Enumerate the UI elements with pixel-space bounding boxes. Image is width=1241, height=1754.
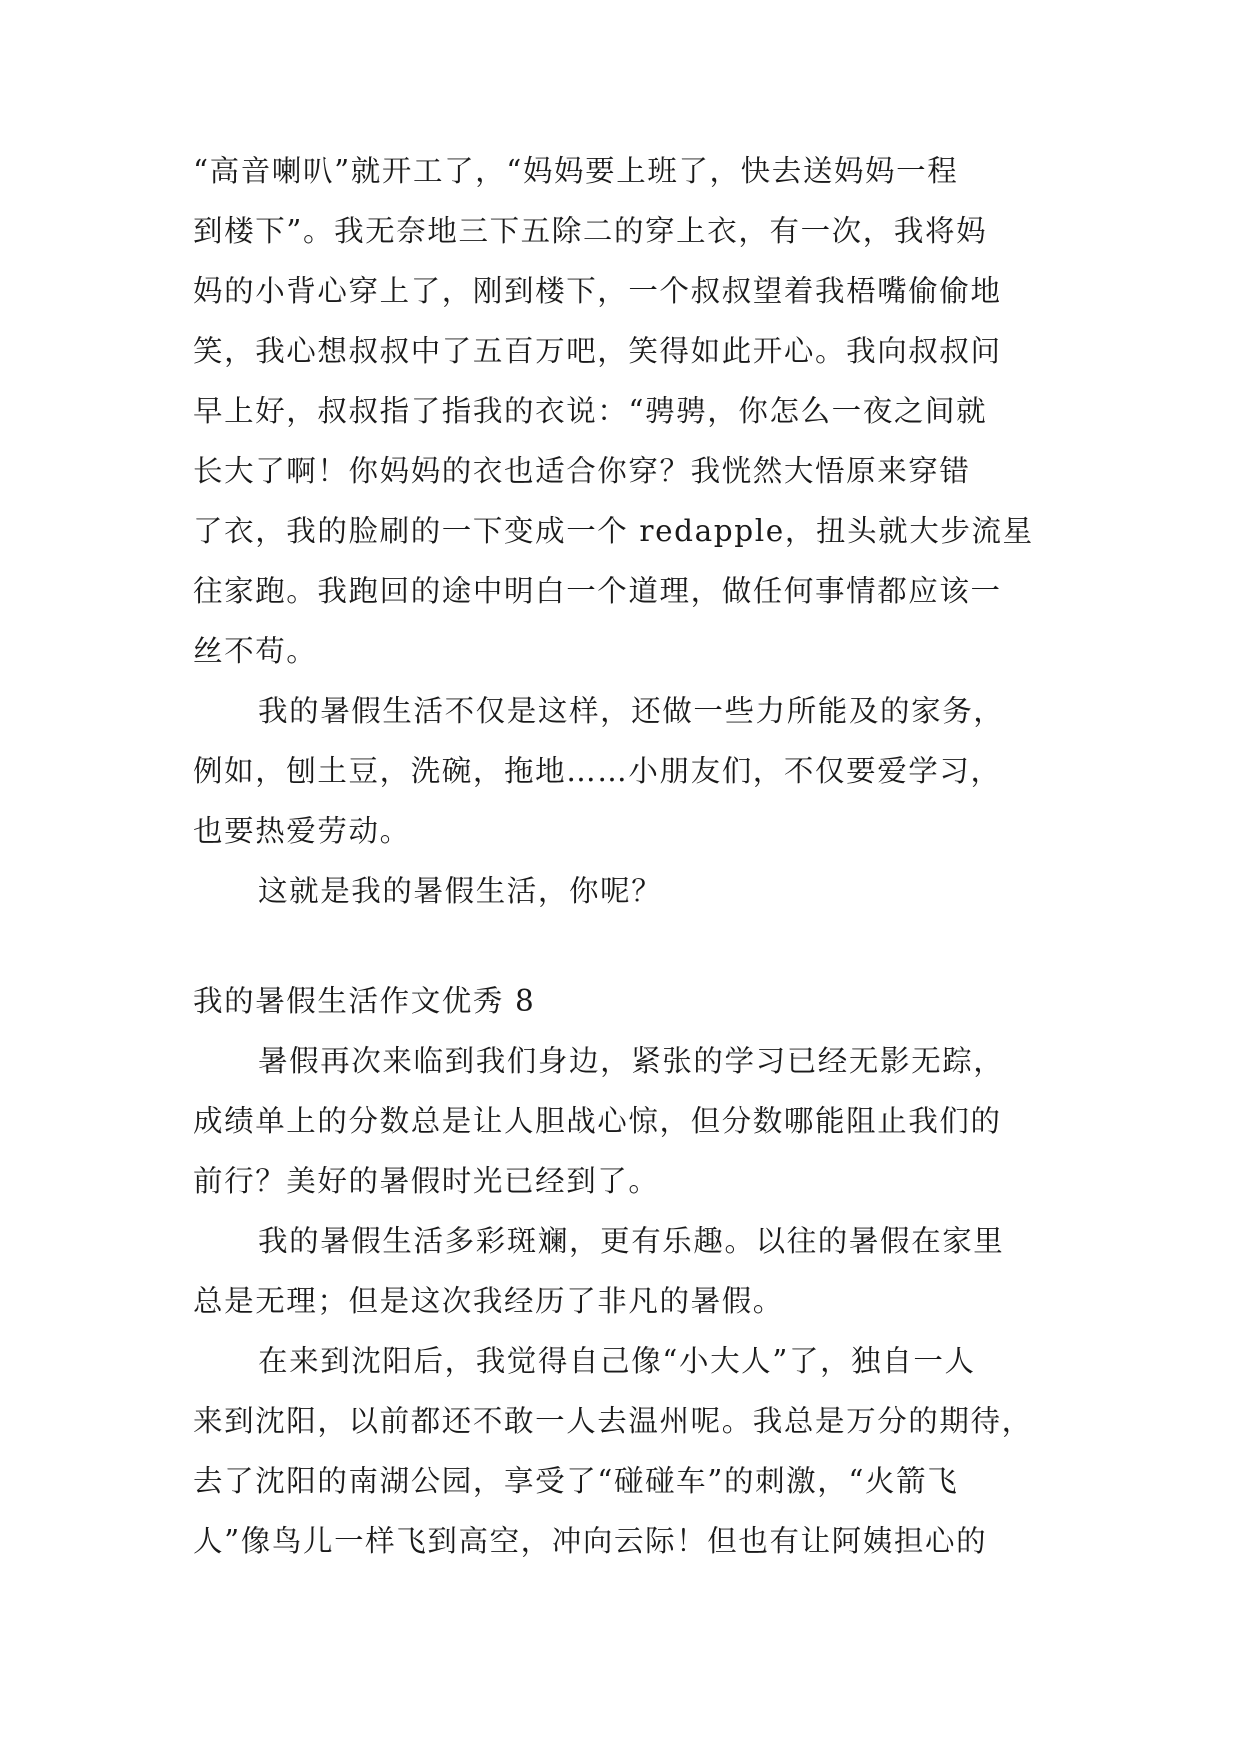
text-line: 丝不苟。 [193, 634, 318, 668]
text-line: 妈的小背心穿上了，刚到楼下，一个叔叔望着我梧嘴偷偷地 [193, 274, 1002, 308]
text-line: 前行？美好的暑假时光已经到了。 [193, 1164, 660, 1198]
text-line: 往家跑。我跑回的途中明白一个道理，做任何事情都应该一 [193, 574, 1002, 608]
text-line: “高音喇叭”就开工了，“妈妈要上班了，快去送妈妈一程 [193, 154, 959, 188]
text-line: 总是无理；但是这次我经历了非凡的暑假。 [193, 1284, 784, 1318]
paragraph-first-line: 这就是我的暑假生活，你呢？ [258, 874, 663, 908]
text-line: 例如，刨土豆，洗碗，拖地……小朋友们，不仅要爱学习， [193, 754, 1002, 788]
paragraph-first-line: 我的暑假生活不仅是这样，还做一些力所能及的家务， [258, 694, 1005, 728]
text-line: 早上好，叔叔指了指我的衣说：“骋骋，你怎么一夜之间就 [193, 394, 988, 428]
text-line: 到楼下”。我无奈地三下五除二的穿上衣，有一次，我将妈 [193, 214, 988, 248]
text-line: 笑，我心想叔叔中了五百万吧，笑得如此开心。我向叔叔问 [193, 334, 1002, 368]
text-line: 人”像鸟儿一样飞到高空，冲向云际！但也有让阿姨担心的 [193, 1524, 988, 1558]
text-line: 成绩单上的分数总是让人胆战心惊，但分数哪能阻止我们的 [193, 1104, 1002, 1138]
text-line: 也要热爱劳动。 [193, 814, 411, 848]
text-line: 长大了啊！你妈妈的衣也适合你穿？我恍然大悟原来穿错 [193, 454, 971, 488]
paragraph-first-line: 暑假再次来临到我们身边，紧张的学习已经无影无踪， [258, 1044, 1005, 1078]
section-heading: 我的暑假生活作文优秀 8 [193, 984, 536, 1018]
text-line: 来到沈阳，以前都还不敢一人去温州呢。我总是万分的期待， [193, 1404, 1033, 1438]
paragraph-first-line: 在来到沈阳后，我觉得自己像“小大人”了，独自一人 [258, 1344, 976, 1378]
text-line: 去了沈阳的南湖公园，享受了“碰碰车”的刺激，“火箭飞 [193, 1464, 959, 1498]
paragraph-first-line: 我的暑假生活多彩斑斓，更有乐趣。以往的暑假在家里 [258, 1224, 1005, 1258]
text-line: 了衣，我的脸刷的一下变成一个 redapple，扭头就大步流星 [193, 514, 1034, 548]
